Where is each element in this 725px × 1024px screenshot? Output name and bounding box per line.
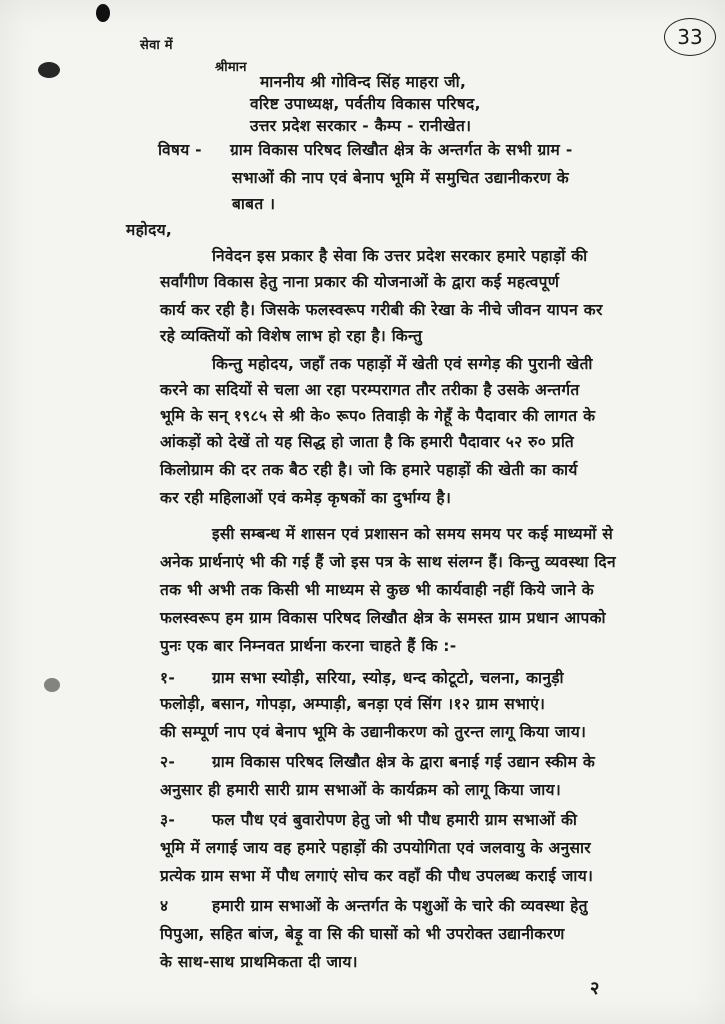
subject-label: विषय -: [158, 141, 202, 159]
ink-blot: [38, 62, 60, 78]
salutation-to: सेवा में: [140, 38, 173, 53]
point-line: ग्राम सभा स्योड़ी, सरिया, स्योड़, धन्द कोटूटो, चलना, कानुड़ी: [212, 669, 564, 687]
para3-line: फलस्वरूप हम ग्राम विकास परिषद लिखौत क्षेत्र के समस्त ग्राम प्रधान आपको: [160, 609, 606, 627]
point-line: अनुसार ही हमारी सारी ग्राम सभाओं के कार्यक्रम को लागू किया जाय।: [160, 781, 562, 799]
point-line: के साथ-साथ प्राथमिकता दी जाय।: [160, 953, 358, 971]
para1-line: निवेदन इस प्रकार है सेवा कि उत्तर प्रदेश सरकार हमारे पहाड़ों की: [212, 247, 588, 265]
para2-line: करने का सदियों से चला आ रहा परम्परागत तौर तरीका है उसके अन्तर्गत: [160, 381, 580, 399]
para1-line: सर्वांगीण विकास हेतु नाना प्रकार की योजनाओं के द्वारा कई महत्वपूर्ण: [160, 273, 560, 291]
para2-line: किन्तु महोदय, जहाँ तक पहाड़ों में खेती एवं सग्गेड़ की पुरानी खेती: [212, 355, 593, 373]
para2-line: भूमि के सन् १९८५ से श्री के० रूप० तिवाड़ी के गेहूँ के पैदावार की लागत के: [160, 407, 596, 425]
para1-line: रहे व्यक्तियों को विशेष लाभ हो रहा है। किन्तु: [160, 327, 423, 345]
point-line: हमारी ग्राम सभाओं के अन्तर्गत के पशुओं के चारे की व्यवस्था हेतु: [212, 897, 588, 915]
point-line: ग्राम विकास परिषद लिखौत क्षेत्र के द्वारा बनाई गई उद्यान स्कीम के: [212, 753, 596, 771]
para2-line: कर रही महिलाओं एवं कमेड़ कृषकों का दुर्भाग्य है।: [160, 489, 452, 507]
point-line: फलोड़ी, बसान, गोपड़ा, अम्पाड़ी, बनड़ा एवं सिंग ।१२ ग्राम सभाएं।: [160, 695, 546, 713]
subject-line: ग्राम विकास परिषद लिखौत क्षेत्र के अन्तर्गत के सभी ग्राम -: [230, 141, 573, 159]
point-line: की सम्पूर्ण नाप एवं बेनाप भूमि के उद्यानीकरण को तुरन्त लागू किया जाय।: [160, 723, 587, 741]
point-number: २-: [160, 753, 176, 771]
point-number: ३-: [160, 811, 176, 829]
addressee-prefix: श्रीमान: [215, 60, 247, 75]
point-line: पिपुआ, सहित बांज, बेड़ू वा सि की घासों को भी उपरोक्त उद्यानीकरण: [160, 925, 565, 943]
addressee-line: उत्तर प्रदेश सरकार - कैम्प - रानीखेत।: [250, 117, 472, 135]
subject-line: सभाओं की नाप एवं बेनाप भूमि में समुचित उद्यानीकरण के: [232, 169, 569, 187]
para3-line: इसी सम्बन्ध में शासन एवं प्रशासन को समय समय पर कई माध्यमों से: [212, 525, 614, 543]
point-line: प्रत्येक ग्राम सभा में पौध लगाएं सोच कर वहाँ की पौध उपलब्ध कराई जाय।: [160, 867, 594, 885]
para2-line: आंकड़ों को देखें तो यह सिद्ध हो जाता है कि हमारी पैदावार ५२ रु० प्रति: [160, 433, 575, 451]
point-line: फल पौध एवं बुवारोपण हेतु जो भी पौध हमारी ग्राम सभाओं की: [212, 811, 578, 829]
ink-blot: [96, 4, 110, 22]
addressee-line: माननीय श्री गोविन्द सिंह माहरा जी,: [260, 73, 467, 91]
point-number: १-: [160, 669, 176, 687]
para3-line: पुनः एक बार निम्नवत प्रार्थना करना चाहते हैं कि :-: [160, 637, 457, 655]
subject-line: बाबत ।: [232, 195, 276, 213]
ink-blot: [44, 678, 60, 692]
para3-line: तक भी अभी तक किसी भी माध्यम से कुछ भी कार्यवाही नहीं किये जाने के: [160, 581, 595, 599]
point-number: ४: [160, 897, 169, 915]
para3-line: अनेक प्रार्थनाएं भी की गई हैं जो इस पत्र के साथ संलग्न हैं। किन्तु व्यवस्था दिन: [160, 553, 616, 571]
page-number-circled: 33: [664, 18, 716, 56]
para1-line: कार्य कर रही है। जिसके फलस्वरूप गरीबी की रेखा के नीचे जीवन यापन कर: [160, 301, 603, 319]
point-line: भूमि में लगाई जाय वह हमारे पहाड़ों की उपयोगिता एवं जलवायु के अनुसार: [160, 839, 591, 857]
footer-page-number: २: [590, 978, 600, 999]
addressee-line: वरिष्ट उपाध्यक्ष, पर्वतीय विकास परिषद,: [250, 95, 481, 113]
para2-line: किलोग्राम की दर तक बैठ रही है। जो कि हमारे पहाड़ों की खेती का कार्य: [160, 461, 578, 479]
greeting: महोदय,: [126, 221, 173, 239]
